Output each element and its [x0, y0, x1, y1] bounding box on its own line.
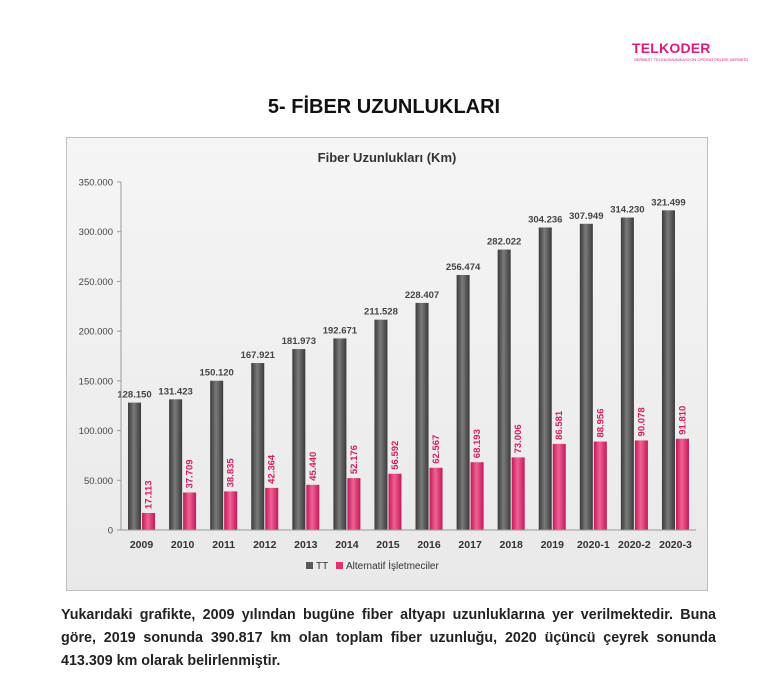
data-label-alternatif: 91.810 [677, 405, 689, 435]
x-tick-label: 2016 [417, 539, 441, 551]
data-label-tt: 282.022 [487, 236, 522, 248]
bar-alternatif [142, 513, 155, 530]
bar-tt [251, 363, 264, 530]
x-tick-label: 2018 [499, 539, 523, 551]
data-label-alternatif: 38.835 [225, 458, 237, 488]
bar-tt [416, 303, 429, 530]
data-label-tt: 128.150 [117, 389, 152, 401]
logo-name: TELKODER [632, 40, 711, 56]
page-title: 5- FİBER UZUNLUKLARI [267, 96, 501, 118]
bar-tt [662, 210, 675, 530]
x-tick-label: 2014 [335, 539, 359, 551]
x-tick-label: 2013 [294, 539, 318, 551]
data-label-alternatif: 17.113 [143, 480, 155, 509]
y-tick-label: 300.000 [78, 227, 113, 239]
bar-alternatif [635, 440, 648, 530]
data-label-tt: 131.423 [158, 386, 193, 398]
y-tick-label: 200.000 [78, 326, 113, 338]
bar-alternatif [676, 439, 689, 530]
bar-tt [457, 275, 470, 530]
bar-alternatif [430, 468, 443, 530]
telkoder-logo [632, 40, 748, 74]
x-tick-label: 2020-1 [576, 539, 610, 551]
data-label-alternatif: 56.592 [389, 440, 401, 470]
bar-alternatif [224, 491, 237, 530]
logo-tagline: SERBEST TELEKOMÜNİKASYON OPERATÖRLERİ DERNEĞİ [634, 57, 748, 62]
bar-alternatif [306, 485, 319, 530]
bar-alternatif [512, 457, 525, 530]
data-label-alternatif: 62.567 [431, 434, 443, 464]
summary-paragraph: Yukarıdaki grafikte, 2009 yılından bugüne fiber altyapı uzunluklarına yer verilmektedir. Buna göre, 2019 sonunda 390.817 km olan toplam fiber uzunluğu, 2020 üçüncü çeyrek sonunda 413.309 km olarak belirlenmiştir. [61, 607, 716, 669]
data-label-alternatif: 86.581 [554, 410, 566, 440]
data-label-tt: 256.474 [445, 261, 481, 273]
x-tick-label: 2020-2 [618, 539, 651, 551]
data-label-alternatif: 37.709 [184, 459, 196, 489]
y-tick-label: 150.000 [78, 376, 113, 388]
x-tick-label: 2020-3 [659, 539, 692, 551]
bar-alternatif [388, 474, 401, 530]
data-label-alternatif: 88.956 [595, 408, 607, 438]
bar-tt [210, 381, 223, 530]
data-label-tt: 150.120 [199, 367, 234, 379]
bar-alternatif [553, 444, 566, 530]
bar-tt [128, 403, 141, 530]
data-label-tt: 211.528 [364, 306, 398, 318]
bar-tt [539, 228, 552, 530]
x-tick-label: 2011 [212, 539, 236, 551]
bar-alternatif [347, 478, 360, 530]
data-label-tt: 307.949 [569, 210, 604, 222]
data-label-tt: 192.671 [322, 325, 358, 337]
bar-tt [621, 218, 634, 530]
data-label-tt: 167.921 [240, 350, 275, 362]
x-tick-label: 2010 [170, 539, 195, 551]
data-label-tt: 304.236 [528, 214, 563, 226]
legend-swatch-tt [306, 562, 313, 569]
x-tick-label: 2017 [458, 539, 482, 551]
y-tick-label: 50.000 [83, 475, 113, 487]
chart-title: Fiber Uzunlukları (Km) [317, 150, 457, 165]
y-tick-label: 250.000 [78, 276, 113, 288]
x-tick-label: 2009 [129, 539, 154, 551]
y-tick-label: 100.000 [78, 426, 113, 438]
x-tick-label: 2012 [253, 539, 277, 551]
data-label-alternatif: 90.078 [636, 407, 648, 437]
y-tick-label: 350.000 [78, 177, 113, 189]
y-tick-label: 0 [107, 525, 113, 537]
bar-tt [374, 320, 387, 530]
data-label-alternatif: 45.440 [307, 451, 319, 481]
data-label-alternatif: 42.364 [266, 454, 278, 484]
data-label-tt: 228.407 [404, 289, 440, 301]
fiber-length-chart [66, 137, 708, 591]
bar-alternatif [594, 442, 607, 530]
bar-tt [580, 224, 593, 530]
bar-tt [292, 349, 305, 530]
bar-alternatif [265, 488, 278, 530]
chart-legend [306, 559, 439, 572]
bar-alternatif [471, 462, 484, 530]
data-label-tt: 321.499 [651, 197, 686, 209]
legend-label-tt: TT [316, 561, 329, 572]
x-tick-label: 2015 [376, 539, 400, 551]
legend-label-alternatif: Alternatif İşletmeciler [346, 561, 439, 572]
data-label-tt: 314.230 [610, 204, 645, 216]
data-label-alternatif: 68.193 [472, 429, 484, 459]
bar-tt [169, 399, 182, 530]
bar-tt [333, 338, 346, 530]
data-label-alternatif: 52.176 [348, 445, 360, 475]
bar-tt [498, 250, 511, 530]
data-label-tt: 181.973 [281, 336, 316, 348]
data-label-alternatif: 73.006 [513, 424, 525, 454]
legend-swatch-alternatif [336, 562, 343, 569]
bar-alternatif [183, 493, 196, 530]
x-tick-label: 2019 [540, 539, 564, 551]
